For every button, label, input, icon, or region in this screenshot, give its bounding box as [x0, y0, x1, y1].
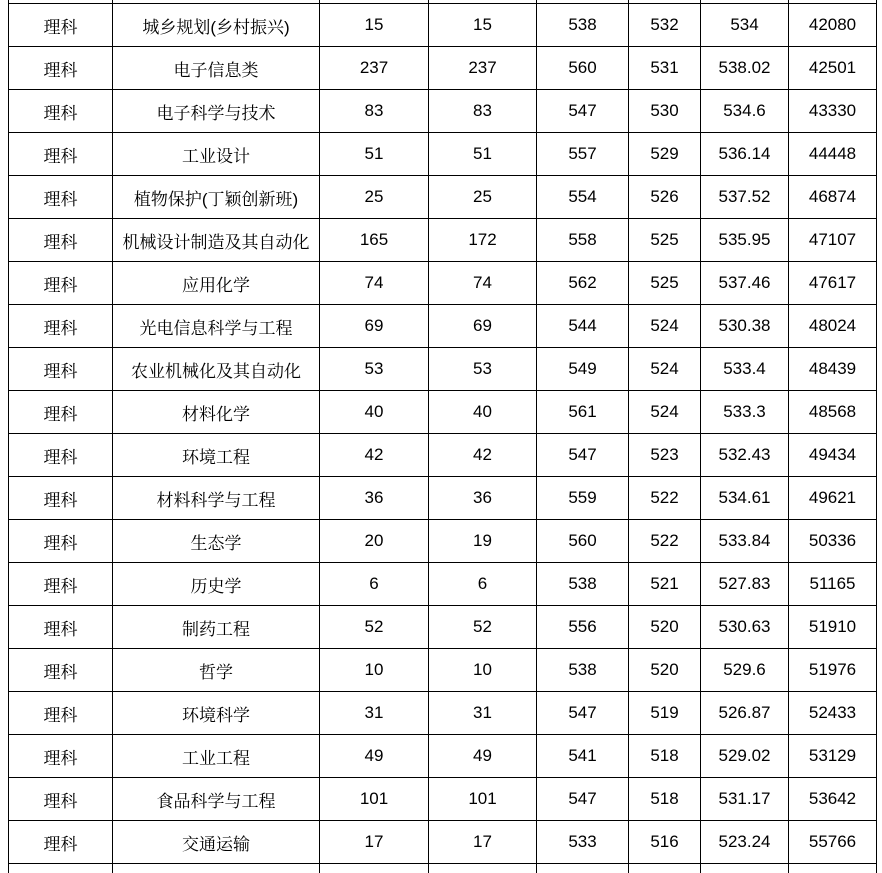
table-row: [9, 305, 877, 348]
cell-highest_score: 560: [537, 520, 629, 563]
table-row: [9, 133, 877, 176]
cell-category: 理科: [9, 133, 113, 176]
cell-plan_count: 6: [320, 563, 429, 606]
table-row: [9, 4, 877, 47]
cell-lowest_rank: 51976: [789, 649, 877, 692]
cell-lowest_score: 525: [629, 219, 701, 262]
cell-plan_count: 101: [320, 778, 429, 821]
table-row: [9, 520, 877, 563]
cell-lowest_score: 532: [629, 4, 701, 47]
cell-lowest_rank: [789, 864, 877, 873]
cell-major_name: 制药工程: [113, 606, 320, 649]
cell-lowest_rank: 47107: [789, 219, 877, 262]
cell-lowest_score: 518: [629, 735, 701, 778]
cell-highest_score: 562: [537, 262, 629, 305]
cell-major_name: 材料科学与工程: [113, 477, 320, 520]
cell-plan_count: 69: [320, 305, 429, 348]
cell-admitted_count: 40: [429, 391, 537, 434]
cell-average_score: 533.4: [701, 348, 789, 391]
cell-lowest_score: 524: [629, 305, 701, 348]
cell-category: 理科: [9, 649, 113, 692]
cell-plan_count: 74: [320, 262, 429, 305]
cell-plan_count: 10: [320, 649, 429, 692]
table-row: [9, 821, 877, 864]
cell-plan_count: 52: [320, 606, 429, 649]
cell-lowest_rank: 42080: [789, 4, 877, 47]
table-row-partial-below: [9, 864, 877, 873]
cell-admitted_count: 101: [429, 778, 537, 821]
cell-plan_count: 36: [320, 477, 429, 520]
cell-major_name: 电子信息类: [113, 47, 320, 90]
table-row: [9, 47, 877, 90]
table-row: [9, 692, 877, 735]
cell-major_name: 植物保护(丁颖创新班): [113, 176, 320, 219]
cell-plan_count: 53: [320, 348, 429, 391]
cell-lowest_rank: 44448: [789, 133, 877, 176]
cell-plan_count: 42: [320, 434, 429, 477]
cell-lowest_rank: 55766: [789, 821, 877, 864]
cell-highest_score: 538: [537, 649, 629, 692]
cell-lowest_score: 526: [629, 176, 701, 219]
cell-average_score: 529.6: [701, 649, 789, 692]
cell-average_score: 537.52: [701, 176, 789, 219]
cell-plan_count: 51: [320, 133, 429, 176]
cell-lowest_rank: 48439: [789, 348, 877, 391]
cell-category: 理科: [9, 735, 113, 778]
cell-admitted_count: 237: [429, 47, 537, 90]
cell-major_name: 应用化学: [113, 262, 320, 305]
cell-admitted_count: 42: [429, 434, 537, 477]
cell-admitted_count: 52: [429, 606, 537, 649]
cell-plan_count: 17: [320, 821, 429, 864]
cell-average_score: 532.43: [701, 434, 789, 477]
table-row: [9, 563, 877, 606]
cell-average_score: 537.46: [701, 262, 789, 305]
cell-highest_score: 559: [537, 477, 629, 520]
cell-average_score: 533.84: [701, 520, 789, 563]
cell-major_name: 农业机械化及其自动化: [113, 348, 320, 391]
cell-admitted_count: 19: [429, 520, 537, 563]
cell-highest_score: 556: [537, 606, 629, 649]
cell-lowest_score: 518: [629, 778, 701, 821]
cell-plan_count: [320, 864, 429, 873]
cell-admitted_count: 53: [429, 348, 537, 391]
cell-lowest_score: 523: [629, 434, 701, 477]
table-body: [9, 0, 877, 873]
cell-admitted_count: 6: [429, 563, 537, 606]
cell-lowest_rank: 50336: [789, 520, 877, 563]
cell-plan_count: 165: [320, 219, 429, 262]
table-row: [9, 778, 877, 821]
cell-highest_score: 547: [537, 778, 629, 821]
cell-lowest_rank: 42501: [789, 47, 877, 90]
cell-average_score: 527.83: [701, 563, 789, 606]
cell-average_score: 535.95: [701, 219, 789, 262]
cell-lowest_rank: 52433: [789, 692, 877, 735]
cell-average_score: 534: [701, 4, 789, 47]
cell-highest_score: 544: [537, 305, 629, 348]
table-row: [9, 219, 877, 262]
cell-highest_score: 538: [537, 4, 629, 47]
cell-plan_count: 20: [320, 520, 429, 563]
cell-lowest_score: 524: [629, 348, 701, 391]
cell-lowest_score: 531: [629, 47, 701, 90]
cell-lowest_score: 520: [629, 649, 701, 692]
cell-highest_score: 561: [537, 391, 629, 434]
cell-category: 理科: [9, 821, 113, 864]
cell-major_name: 交通运输: [113, 821, 320, 864]
cell-lowest_rank: 48024: [789, 305, 877, 348]
cell-category: 理科: [9, 90, 113, 133]
cell-category: 理科: [9, 434, 113, 477]
cell-major_name: 历史学: [113, 563, 320, 606]
cell-category: 理科: [9, 305, 113, 348]
cell-highest_score: 560: [537, 47, 629, 90]
cell-admitted_count: 25: [429, 176, 537, 219]
cell-category: 理科: [9, 348, 113, 391]
cell-lowest_score: 521: [629, 563, 701, 606]
cell-admitted_count: 49: [429, 735, 537, 778]
cell-lowest_rank: 46874: [789, 176, 877, 219]
cell-lowest_rank: 49434: [789, 434, 877, 477]
cell-major_name: 环境工程: [113, 434, 320, 477]
cell-category: [9, 864, 113, 873]
cell-category: 理科: [9, 778, 113, 821]
cell-highest_score: 533: [537, 821, 629, 864]
cell-major_name: 环境科学: [113, 692, 320, 735]
table-row: [9, 90, 877, 133]
table-row: [9, 649, 877, 692]
cell-average_score: 534.6: [701, 90, 789, 133]
admissions-score-table: [8, 0, 877, 873]
table-row: [9, 477, 877, 520]
cell-major_name: 材料化学: [113, 391, 320, 434]
cell-lowest_score: 525: [629, 262, 701, 305]
cell-highest_score: 541: [537, 735, 629, 778]
cell-lowest_score: 529: [629, 133, 701, 176]
table-row: [9, 176, 877, 219]
cell-major_name: 工业工程: [113, 735, 320, 778]
table-row: [9, 434, 877, 477]
cell-highest_score: 558: [537, 219, 629, 262]
cell-highest_score: 538: [537, 563, 629, 606]
cell-average_score: 529.02: [701, 735, 789, 778]
cell-lowest_score: 522: [629, 477, 701, 520]
cell-major_name: 工业设计: [113, 133, 320, 176]
cell-average_score: 526.87: [701, 692, 789, 735]
cell-plan_count: 25: [320, 176, 429, 219]
cell-plan_count: 83: [320, 90, 429, 133]
cell-major_name: 机械设计制造及其自动化: [113, 219, 320, 262]
cell-admitted_count: 51: [429, 133, 537, 176]
cell-major_name: 光电信息科学与工程: [113, 305, 320, 348]
cell-major_name: 电子科学与技术: [113, 90, 320, 133]
cell-lowest_score: 524: [629, 391, 701, 434]
cell-lowest_rank: 49621: [789, 477, 877, 520]
cell-lowest_score: 530: [629, 90, 701, 133]
cell-average_score: 538.02: [701, 47, 789, 90]
cell-plan_count: 49: [320, 735, 429, 778]
cell-average_score: 536.14: [701, 133, 789, 176]
cell-admitted_count: 15: [429, 4, 537, 47]
cell-plan_count: 31: [320, 692, 429, 735]
cell-lowest_rank: 51910: [789, 606, 877, 649]
cell-admitted_count: 83: [429, 90, 537, 133]
cell-category: 理科: [9, 219, 113, 262]
cell-category: 理科: [9, 391, 113, 434]
cell-admitted_count: 36: [429, 477, 537, 520]
cell-major_name: 城乡规划(乡村振兴): [113, 4, 320, 47]
cell-lowest_score: [629, 864, 701, 873]
cell-lowest_score: 522: [629, 520, 701, 563]
cell-average_score: 533.3: [701, 391, 789, 434]
table-row: [9, 262, 877, 305]
cell-category: 理科: [9, 520, 113, 563]
cell-plan_count: 40: [320, 391, 429, 434]
cell-admitted_count: [429, 864, 537, 873]
table-row: [9, 391, 877, 434]
cell-category: 理科: [9, 477, 113, 520]
cell-average_score: 531.17: [701, 778, 789, 821]
cell-lowest_rank: 53642: [789, 778, 877, 821]
cell-category: 理科: [9, 606, 113, 649]
cell-plan_count: 15: [320, 4, 429, 47]
cell-lowest_rank: 47617: [789, 262, 877, 305]
cell-highest_score: 547: [537, 434, 629, 477]
cell-lowest_score: 516: [629, 821, 701, 864]
cell-major_name: 食品科学与工程: [113, 778, 320, 821]
cell-admitted_count: 31: [429, 692, 537, 735]
cell-lowest_rank: 43330: [789, 90, 877, 133]
cell-category: 理科: [9, 563, 113, 606]
table-row: [9, 735, 877, 778]
cell-admitted_count: 69: [429, 305, 537, 348]
cell-major_name: 生态学: [113, 520, 320, 563]
cell-category: 理科: [9, 47, 113, 90]
cell-admitted_count: 172: [429, 219, 537, 262]
cell-admitted_count: 74: [429, 262, 537, 305]
cell-major_name: 哲学: [113, 649, 320, 692]
cell-lowest_rank: 48568: [789, 391, 877, 434]
cell-category: 理科: [9, 692, 113, 735]
cell-category: 理科: [9, 262, 113, 305]
cell-lowest_rank: 51165: [789, 563, 877, 606]
cell-lowest_score: 520: [629, 606, 701, 649]
cell-major_name: [113, 864, 320, 873]
cell-average_score: [701, 864, 789, 873]
cell-highest_score: 554: [537, 176, 629, 219]
cell-highest_score: [537, 864, 629, 873]
cell-admitted_count: 10: [429, 649, 537, 692]
cell-admitted_count: 17: [429, 821, 537, 864]
cell-highest_score: 557: [537, 133, 629, 176]
cell-lowest_score: 519: [629, 692, 701, 735]
cell-category: 理科: [9, 176, 113, 219]
table-row: [9, 348, 877, 391]
table-row: [9, 606, 877, 649]
cell-lowest_rank: 53129: [789, 735, 877, 778]
cell-average_score: 530.63: [701, 606, 789, 649]
cell-highest_score: 547: [537, 692, 629, 735]
cell-plan_count: 237: [320, 47, 429, 90]
cell-highest_score: 547: [537, 90, 629, 133]
cell-category: 理科: [9, 4, 113, 47]
cell-average_score: 523.24: [701, 821, 789, 864]
cell-highest_score: 549: [537, 348, 629, 391]
cell-average_score: 534.61: [701, 477, 789, 520]
cell-average_score: 530.38: [701, 305, 789, 348]
